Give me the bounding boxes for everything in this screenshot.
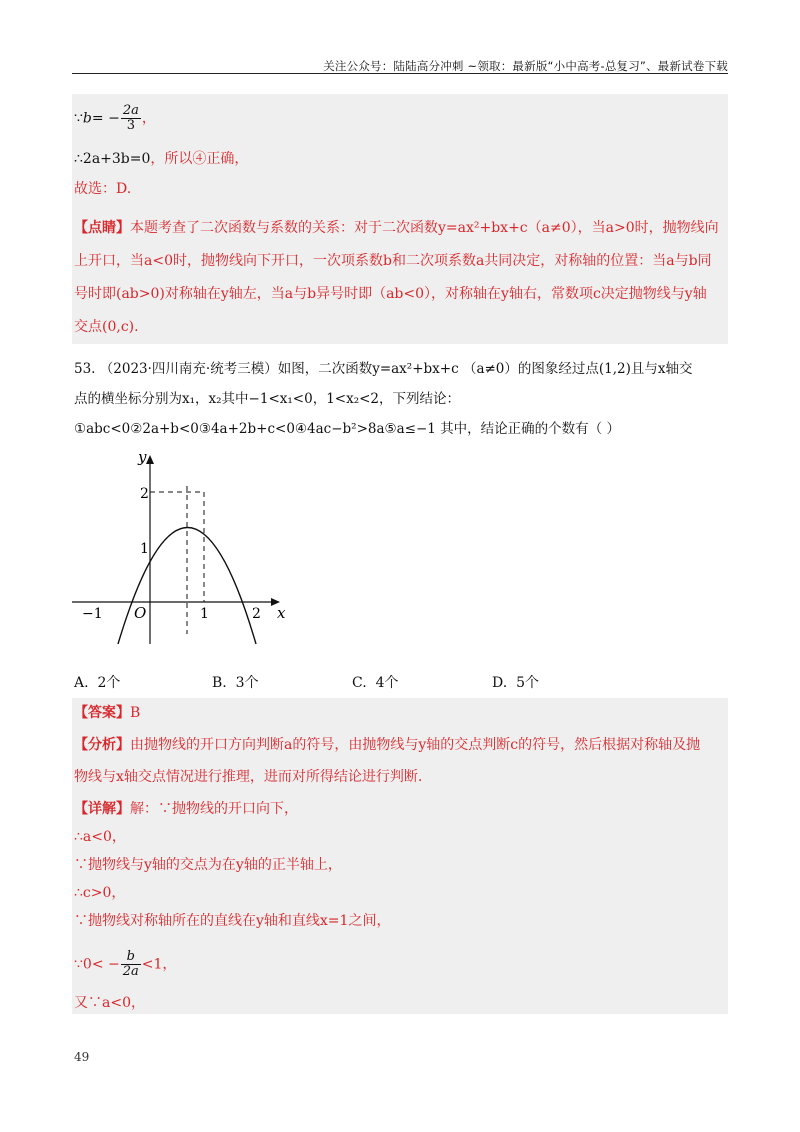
question-line-1: 53. （2023·四川南充·统考三模）如图，二次函数y=ax²+bx+c （a≠0）的图象经过点(1,2)且与x轴交 — [74, 361, 693, 377]
x-axis-label: x — [277, 604, 286, 622]
question-line-2: 点的横坐标分别为x₁，x₂其中−1<x₁<0，1<x₂<2，下列结论： — [74, 391, 461, 407]
option-b[interactable]: B. 3个 — [212, 675, 259, 691]
y-tick-1: 1 — [140, 541, 149, 557]
x-tick-neg1: −1 — [82, 606, 103, 622]
solution-line-3: 故选：D. — [74, 181, 132, 197]
answer-line: 【答案】B — [74, 705, 141, 721]
x-tick-1: 1 — [200, 606, 209, 622]
question-line-3: ①abc<0②2a+b<0③4a+2b+c<0④4ac−b²>8a⑤a≤−1 其中，结论正确的个数有（ ） — [74, 421, 620, 437]
solution-line-2: ∴2a+3b=0，所以④正确， — [74, 151, 249, 167]
detail-line-6: ∵0< − $\frac{b}{2a}$ <1， — [74, 949, 177, 979]
solution-line-1: ∵b= − $\frac{2a}{3}$ ， — [74, 103, 156, 133]
option-a[interactable]: A. 2个 — [74, 675, 121, 691]
fraction-b-over-2a: $\frac{b}{2a}$ — [122, 949, 139, 979]
header-rule — [72, 73, 728, 74]
y-tick-2: 2 — [140, 486, 149, 502]
detail-line-4: ∴c>0， — [74, 885, 126, 901]
y-axis-arrow — [146, 455, 154, 464]
page-header: 关注公众号：陆陆高分冲刺 ~领取：最新版“小中高考-总复习”、最新试卷下载 — [323, 59, 728, 73]
x-tick-2: 2 — [252, 606, 261, 622]
analysis-line-2: 物线与x轴交点情况进行推理，进而对所得结论进行判断. — [74, 769, 423, 785]
detail-line-1: 【详解】解：∵抛物线的开口向下， — [74, 801, 298, 817]
detail-line-2: ∴a<0， — [74, 829, 126, 845]
page-number: 49 — [74, 1050, 90, 1064]
parabola-graph — [70, 448, 300, 648]
detail-line-5: ∵抛物线对称轴所在的直线在y轴和直线x=1之间， — [74, 913, 391, 929]
origin-label: O — [134, 604, 147, 622]
detail-line-3: ∵抛物线与y轴的交点为在y轴的正半轴上， — [74, 857, 342, 873]
comment-paragraph: 【点睛】本题考查了二次函数与系数的关系：对于二次函数y=ax²+bx+c（a≠0），当a>0时，抛物线向 上开口，当a<0时，抛物线向下开口，一次项系数b和二次项系数a共同决定，对称轴的位置：当a与b同 号时即(ab>0)对称轴在y轴左，当a与b异号时即（ab<0），对称轴在y轴右，常数项c决定抛物线与y轴 交点(0,c). — [74, 220, 719, 335]
option-d[interactable]: D. 5个 — [492, 675, 540, 691]
analysis-line-1: 【分析】由抛物线的开口方向判断a的符号，由抛物线与y轴的交点判断c的符号，然后根据对称轴及抛 — [74, 737, 701, 753]
fraction-2a-over-3: $\frac{2a}{3}$ — [122, 103, 139, 133]
y-axis-label: y — [138, 448, 147, 466]
option-c[interactable]: C. 4个 — [352, 675, 399, 691]
detail-line-7: 又∵a<0， — [74, 995, 145, 1011]
